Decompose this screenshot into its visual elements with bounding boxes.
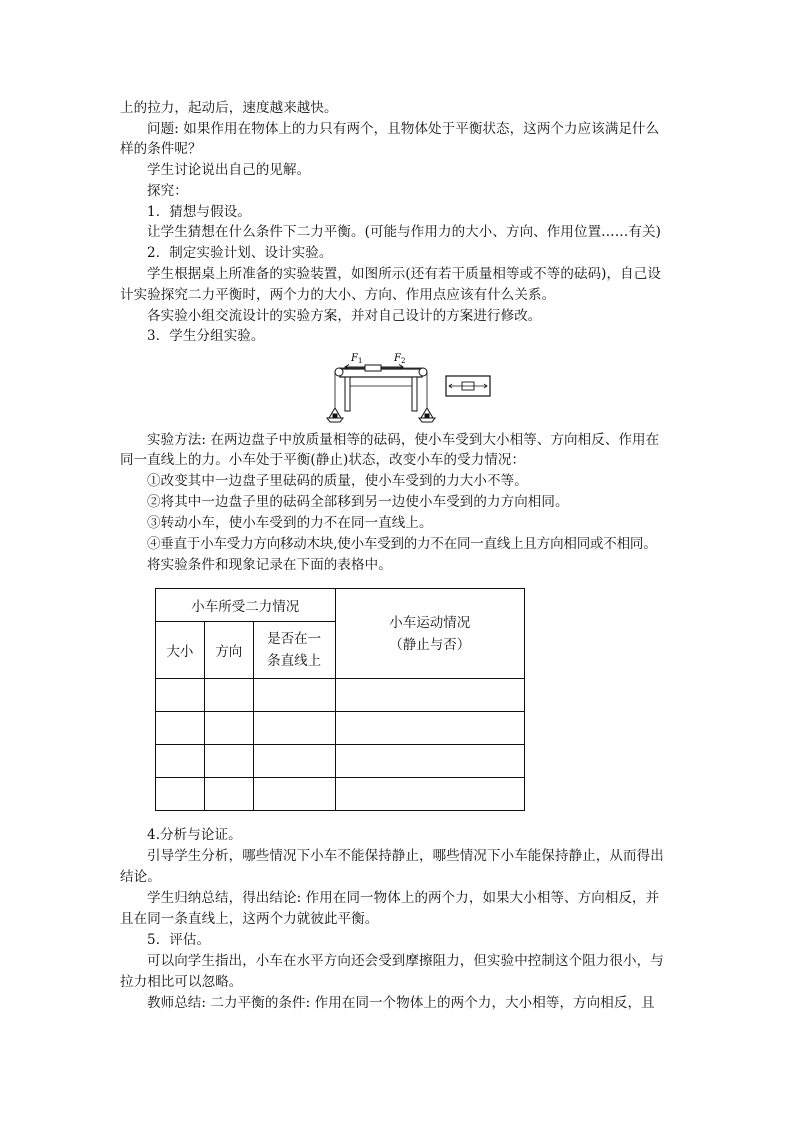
table-cell [156,778,205,811]
table-header-motion-line1: 小车运动情况 [389,614,471,631]
table-leg [345,377,350,411]
table-cell [156,745,205,778]
table-header-same-line-1: 是否在一 [267,631,322,647]
experiment-apparatus-figure [325,350,500,428]
step-heading: 4.分析与论证。 [147,827,242,843]
table-header-motion [335,589,524,679]
paragraph-line: 教师总结: 二力平衡的条件: 作用在同一个物体上的两个力，大小相等，方向相反，且 [147,995,655,1011]
paragraph-line: 上的拉力，起动后，速度越来越快。 [120,100,338,116]
paragraph-line: 问题: 如果作用在物体上的力只有两个，且物体处于平衡状态，这两个力应该满足什么 [147,121,660,137]
paragraph-line: 学生归纳总结，得出结论: 作用在同一物体上的两个力，如果大小相等、方向相反，并 [147,890,660,906]
paragraph-line: 学生讨论说出自己的见解。 [147,162,311,178]
table-cell [204,712,253,745]
step-heading: 1．猜想与假设。 [147,204,251,220]
table-cell [156,712,205,745]
f1-label: F [351,353,358,364]
table-cell [253,679,335,712]
paragraph-line: 学生根据桌上所准备的实验装置，如图所示(还有若干质量相等或不等的砝码)，自己设 [147,266,661,282]
list-item: ③转动小车，使小车受到的力不在同一直线上。 [147,515,433,531]
paragraph-line: 将实验条件和现象记录在下面的表格中。 [147,557,392,573]
list-item: ②将其中一边盘子里的砝码全部移到另一边使小车受到的力方向相同。 [147,494,569,510]
list-item: ①改变其中一边盘子里砝码的质量，使小车受到的力大小不等。 [147,473,528,489]
weight-pan-right [419,408,435,422]
list-item: ④垂直于小车受力方向移动木块,使小车受到的力不在同一直线上且方向相同或不相同。 [147,536,657,552]
paragraph-line: 引导学生分析，哪些情况下小车不能保持静止，哪些情况下小车能保持静止，从而得出 [147,848,664,864]
cart [365,365,381,371]
table-header-same-line [253,622,335,679]
cart-top-view [446,376,490,396]
table-cell [204,679,253,712]
table-cell [335,745,524,778]
step-heading: 5．评估。 [147,932,211,948]
paragraph-line: 同一直线上的力。小车处于平衡(静止)状态，改变小车的受力情况： [120,452,526,468]
paragraph-line: 且在同一条直线上，这两个力就彼此平衡。 [120,911,379,927]
table-header-same-line-2: 条直线上 [267,653,322,669]
table-cell [335,712,524,745]
paragraph-line: 实验方法: 在两边盘子中放质量相等的砝码，使小车受到大小相等、方向相反、作用在 [147,432,660,448]
table-cell [335,679,524,712]
paragraph-line: 让学生猜想在什么条件下二力平衡。(可能与作用力的大小、方向、作用位置……有关) [147,224,661,240]
table-row [156,745,525,778]
table-cell [253,712,335,745]
pulley-right [419,368,427,376]
paragraph-line: 结论。 [120,869,161,885]
step-heading: 3．学生分组实验。 [147,328,265,344]
table-group-header: 小车所受二力情况 [156,589,336,622]
paragraph-line: 可以向学生指出，小车在水平方向还会受到摩擦阻力，但实验中控制这个阻力很小，与 [147,953,664,969]
table-row [156,679,525,712]
section-heading: 探究： [147,183,188,199]
f2-subscript: 2 [401,357,406,365]
table-cell [253,745,335,778]
paragraph-line: 计实验探究二力平衡时，两个力的大小、方向、作用点应该有什么关系。 [120,287,556,303]
paragraph-line: 拉力相比可以忽略。 [120,974,243,990]
table-header-motion-line2: （静止与否） [389,636,471,653]
table-cell [156,679,205,712]
table-cell [335,778,524,811]
weight-pan-left [327,408,343,422]
table-header-direction: 方向 [204,622,253,679]
f1-subscript: 1 [358,357,363,365]
record-table [155,588,525,811]
paragraph-line: 各实验小组交流设计的实验方案，并对自己设计的方案进行修改。 [147,308,542,324]
f2-label: F [394,353,401,364]
table-cell [204,745,253,778]
paragraph-line: 样的条件呢？ [120,141,202,157]
pulley-left [335,368,343,376]
table-cell [253,778,335,811]
table-leg [412,377,417,411]
table-header-size: 大小 [156,622,205,679]
table-row [156,712,525,745]
table-cell [204,778,253,811]
table-row [156,778,525,811]
step-heading: 2．制定实验计划、设计实验。 [147,245,333,261]
